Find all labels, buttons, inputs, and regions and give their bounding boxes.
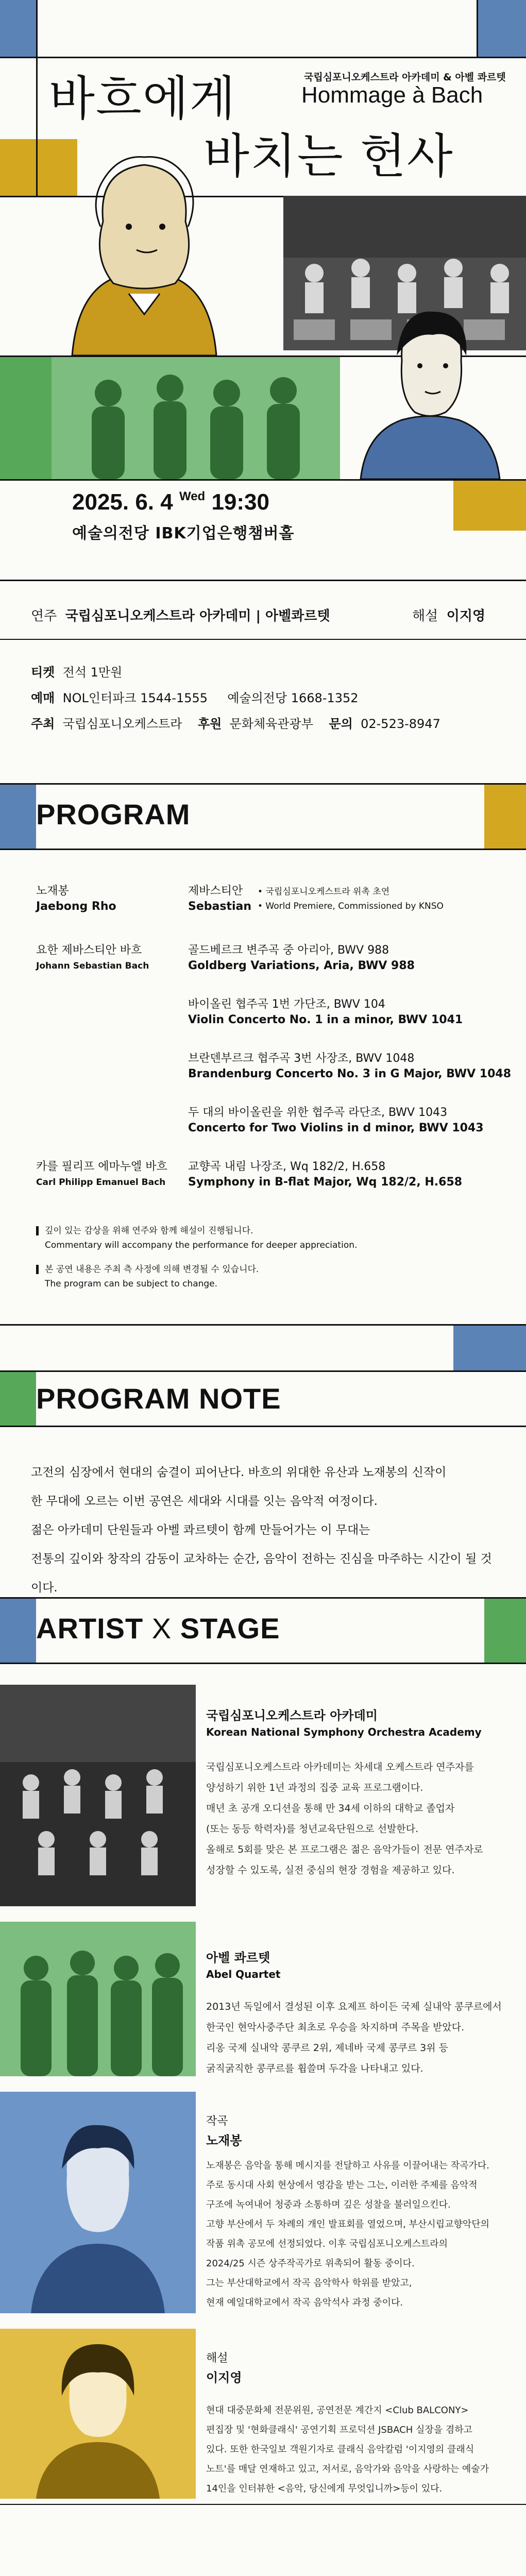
footnote-1: 깊이 있는 감상을 위해 연주와 함께 해설이 진행됩니다. Commentary will accompany the performance for deeper appreciation. — [36, 1224, 357, 1252]
academy-photo — [0, 1685, 196, 1906]
artist-band-right — [484, 1599, 526, 1663]
blue-block — [0, 0, 36, 57]
venue: 예술의전당 IBK기업은행챔버홀 — [72, 524, 295, 543]
program-band-right — [484, 785, 526, 849]
abel-bio: 2013년 독일에서 결성된 이후 요제프 하이든 국제 실내악 콩쿠르에서 한국인 현악사중주단 최초로 우승을 차지하며 주목을 받았다. 리옹 국제 실내악 콩쿠르 2위, 제네바 국제 콩쿠르 3위 등 굵직굵직한 콩쿠르를 휩쓸며 두각을 나타내고 있다. — [206, 2001, 502, 2074]
title-en: Hommage à Bach — [301, 82, 483, 108]
program-heading: PROGRAM — [36, 798, 191, 831]
booking-line: 예매 NOL인터파크 1544-1555 예술의전당 1668-1352 — [31, 691, 359, 705]
program-row-4-work: 브란덴부르크 협주곡 3번 사장조, BWV 1048 Brandenburg Concerto No. 3 in G Major, BWV 1048 — [188, 1052, 512, 1080]
artist-band — [0, 1597, 526, 1664]
commentary-line: 해설 이지영 — [412, 608, 486, 624]
program-band — [0, 783, 526, 850]
program-row-2-work: 골드베르크 변주곡 중 아리아, BWV 988 Goldberg Variations, Aria, BWV 988 — [188, 944, 415, 972]
program-note-heading: PROGRAM NOTE — [36, 1382, 281, 1415]
weekday-text: Wed — [179, 489, 206, 503]
abel-name-ko: 아벨 콰르텟 — [206, 1951, 270, 1965]
footnote-marker — [36, 1226, 39, 1235]
academy-name-ko: 국립심포니오케스트라 아카데미 — [206, 1708, 378, 1723]
quartet-photo — [52, 357, 340, 479]
note-band-top-right — [453, 1326, 526, 1372]
kicker: 국립심포니오케스트라 아카데미 & 아벨 콰르텟 — [304, 72, 506, 83]
event-date — [72, 489, 269, 515]
green-block — [0, 355, 52, 479]
artist-band-left — [0, 1599, 36, 1663]
cross-glyph: X — [151, 1612, 172, 1645]
program-row-6-work: 교향곡 내림 나장조, Wq 182/2, H.658 Symphony in B-flat Major, Wq 182/2, H.658 — [188, 1160, 463, 1189]
program-row-1-composer: 노재봉 Jaebong Rho — [36, 885, 116, 913]
footnote-2: 본 공연 내용은 주최 측 사정에 의해 변경될 수 있습니다. The program can be subject to change. — [36, 1262, 259, 1291]
commentator-name: 이지영 — [206, 2370, 242, 2385]
composer-photo — [0, 2092, 196, 2313]
commentator-photo — [0, 2329, 196, 2499]
composer-name: 노재봉 — [206, 2133, 242, 2148]
time-text: 19:30 — [211, 489, 269, 515]
title-line1: 바흐에게 — [49, 71, 236, 126]
ticket-line: 티켓 전석 1만원 — [31, 665, 123, 680]
program-note-band — [0, 1324, 526, 1427]
program-row-1-note: • 국립심포니오케스트라 위촉 초연 • World Premiere, Commissioned by KNSO — [258, 887, 444, 911]
artist-heading: ARTIST X STAGE — [36, 1612, 280, 1645]
composer-role: 작곡 — [206, 2115, 228, 2128]
composer-portrait-illustration — [345, 299, 515, 479]
note-band-left — [0, 1372, 36, 1426]
academy-bio: 국립심포니오케스트라 아카데미는 차세대 오케스트라 연주자를 양성하기 위한 1년 과정의 집중 교육 프로그램이다. 매년 초 공개 오디션을 통해 만 34세 이하의 대학교 졸업자 (또는 동등 학력자)를 청년교육단원으로 선발한다. 올해로 5회를 맞은 본 프로그램은 젊은 음악가들이 전문 연주자로 성장할 수 있도록, 실전 중심의 현장 경험을 제공하고 있다. — [206, 1761, 483, 1876]
program-band-left — [0, 785, 36, 849]
composer-bio: 노재봉은 음악을 통해 메시지를 전달하고 사유를 이끌어내는 작곡가다. 주로 동시대 사회 현상에서 영감을 받는 그는, 이러한 주제를 음악적 구조에 녹여내어 청중과 소통하며 깊은 성찰을 불러일으킨다. 고향 부산에서 두 차례의 개인 발표회를 열었으며, 부산시립교향악단의 작품 위촉 공모에 선정되었다. 이후 국립심포니오케스트라의 2024/25 시즌 상주작곡가로 위촉되어 활동 중이다. 그는 부산대학교에서 작곡 음악학사 학위를 받았고, 현재 예일대학교에서 작곡 음악석사 과정 중이다. — [206, 2160, 490, 2308]
program-row-5-work: 두 대의 바이올린을 위한 협주곡 라단조, BWV 1043 Concerto for Two Violins in d minor, BWV 1043 — [188, 1106, 484, 1134]
program-row-1-work: 제바스티안 Sebastian — [188, 885, 252, 913]
program-row-2-composer: 요한 제바스티안 바흐 Johann Sebastian Bach — [36, 944, 149, 971]
abel-quartet-photo — [0, 1922, 196, 2076]
abel-name-en: Abel Quartet — [206, 1968, 281, 1980]
title-line2: 바치는 헌사 — [203, 129, 454, 184]
commentator-bio: 현대 대중문화체 전문위원, 공연전문 계간지 <Club BALCONY> 편집장 및 '현화클래식' 공연기획 프로덕션 JSBACH 실장을 겸하고 있다. 또한 한국일보 객원기자로 클래식 음악칼럼 '이지영의 클래식 노트'를 매달 연재하고 있고, 저서로, 음악가와 음악을 사랑하는 예술가 14인을 인터뷰한 <음악, 당신에게 무엇입니까>등이 있다. — [206, 2405, 489, 2494]
yellow-block-bottom — [453, 479, 526, 531]
commentator-role: 해설 — [206, 2352, 228, 2365]
footnote-marker — [36, 1265, 39, 1274]
program-note-body: 고전의 심장에서 현대의 숨결이 피어난다. 바흐의 위대한 유산과 노재봉의 신작이 한 무대에 오르는 이번 공연은 세대와 시대를 잇는 음악적 여정이다. 젊은 아카데미 단원들과 아벨 콰르텟이 함께 만들어가는 이 무대는 전통의 깊이와 창작의 감동이 교차하는 순간, 음악이 전하는 진심을 마주하는 시간이 될 것이다. — [31, 1466, 492, 1595]
host-line: 주최 국립심포니오케스트라 후원 문화체육관광부 문의 02-523-8947 — [31, 717, 440, 731]
date-text: 2025. 6. 4 — [72, 489, 173, 515]
program-row-6-composer: 카를 필리프 에마누엘 바흐 Carl Philipp Emanuel Bach — [36, 1160, 167, 1188]
program-row-3-work: 바이올린 협주곡 1번 가단조, BWV 104 Violin Concerto No. 1 in a minor, BWV 1041 — [188, 998, 463, 1026]
blue-block-right — [477, 0, 526, 57]
hero-section — [0, 0, 526, 580]
performers-line: 연주 국립심포니오케스트라 아카데미 | 아벨콰르텟 — [31, 608, 330, 624]
academy-name-en: Korean National Symphony Orchestra Academy — [206, 1726, 482, 1738]
